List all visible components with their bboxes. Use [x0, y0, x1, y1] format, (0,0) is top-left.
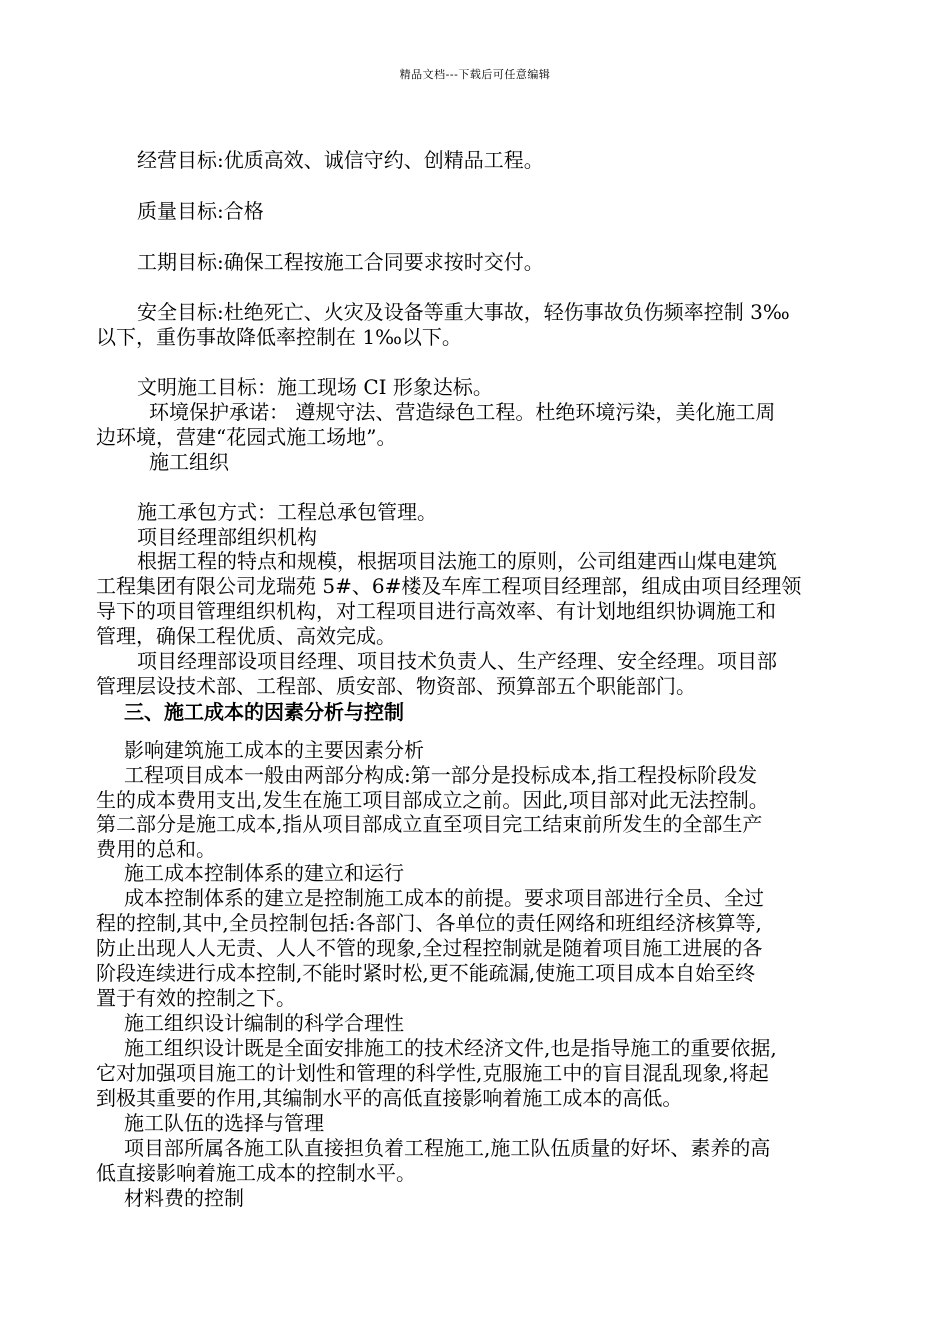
paragraph-line: 导下的项目管理组织机构，对工程项目进行高效率、有计划地组织协调施工和	[96, 599, 776, 623]
paragraph-line: 生的成本费用支出,发生在施工项目部成立之前。因此,项目部对此无法控制。	[96, 788, 769, 812]
paragraph-line: 经营目标:优质高效、诚信守约、创精品工程。	[137, 148, 544, 172]
paragraph-line: 项目经理部设项目经理、项目技术负责人、生产经理、安全经理。项目部	[137, 649, 777, 673]
paragraph-line: 程的控制,其中,全员控制包括:各部门、各单位的责任网络和班组经济核算等,	[96, 911, 762, 935]
paragraph-line: 到极其重要的作用,其编制水平的高低直接影响着施工成本的高低。	[96, 1086, 683, 1110]
paragraph-line: 低直接影响着施工成本的控制水平。	[96, 1161, 416, 1185]
page-header: 精品文档---下载后可任意编辑	[399, 68, 551, 81]
paragraph-line: 施工组织设计既是全面安排施工的技术经济文件,也是指导施工的重要依据,	[124, 1036, 777, 1060]
paragraph-line: 安全目标:杜绝死亡、火灾及设备等重大事故，轻伤事故负伤频率控制 3‰	[137, 300, 790, 324]
subsection-heading: 材料费的控制	[124, 1186, 244, 1210]
paragraph-line: 管理层设技术部、工程部、质安部、物资部、预算部五个职能部门。	[96, 674, 696, 698]
paragraph-line: 以下，重伤事故降低率控制在 1‰以下。	[96, 325, 462, 349]
section-heading: 施工组织	[149, 450, 229, 474]
paragraph-line: 项目部所属各施工队直接担负着工程施工,施工队伍质量的好坏、素养的高	[124, 1136, 771, 1160]
paragraph-line: 环境保护承诺： 遵规守法、营造绿色工程。杜绝环境污染，美化施工周	[149, 400, 776, 424]
paragraph-line: 根据工程的特点和规模，根据项目法施工的原则，公司组建西山煤电建筑	[137, 549, 777, 573]
chapter-heading: 三、施工成本的因素分析与控制	[124, 700, 404, 724]
subsection-heading: 施工组织设计编制的科学合理性	[124, 1011, 404, 1035]
subsection-heading: 施工成本控制体系的建立和运行	[124, 861, 404, 885]
paragraph-line: 成本控制体系的建立是控制施工成本的前提。要求项目部进行全员、全过	[124, 886, 764, 910]
paragraph-line: 工期目标:确保工程按施工合同要求按时交付。	[137, 250, 544, 274]
subsection-heading: 施工队伍的选择与管理	[124, 1111, 324, 1135]
paragraph-line: 质量目标:合格	[137, 199, 264, 223]
paragraph-line: 文明施工目标：施工现场 CI 形象达标。	[137, 375, 493, 399]
paragraph-line: 阶段连续进行成本控制,不能时紧时松,更不能疏漏,使施工项目成本自始至终	[96, 961, 756, 985]
paragraph-line: 第二部分是施工成本,指从项目部成立直至项目完工结束前所发生的全部生产	[96, 812, 763, 836]
paragraph-line: 管理，确保工程优质、高效完成。	[96, 624, 396, 648]
paragraph-line: 工程项目成本一般由两部分构成:第一部分是投标成本,指工程投标阶段发	[124, 763, 758, 787]
paragraph-line: 它对加强项目施工的计划性和管理的科学性,克服施工中的盲目混乱现象,将起	[96, 1061, 769, 1085]
paragraph-line: 工程集团有限公司龙瑞苑 5#、6#楼及车库工程项目经理部，组成由项目经理领	[96, 574, 802, 598]
paragraph-line: 置于有效的控制之下。	[96, 986, 296, 1010]
subsection-heading: 项目经理部组织机构	[137, 525, 317, 549]
paragraph-line: 边环境，营建“花园式施工场地”。	[96, 425, 397, 449]
paragraph-line: 防止出现人人无责、人人不管的现象,全过程控制就是随着项目施工进展的各	[96, 936, 763, 960]
paragraph-line: 施工承包方式：工程总承包管理。	[137, 500, 437, 524]
subsection-heading: 影响建筑施工成本的主要因素分析	[124, 738, 424, 762]
paragraph-line: 费用的总和。	[96, 837, 216, 861]
